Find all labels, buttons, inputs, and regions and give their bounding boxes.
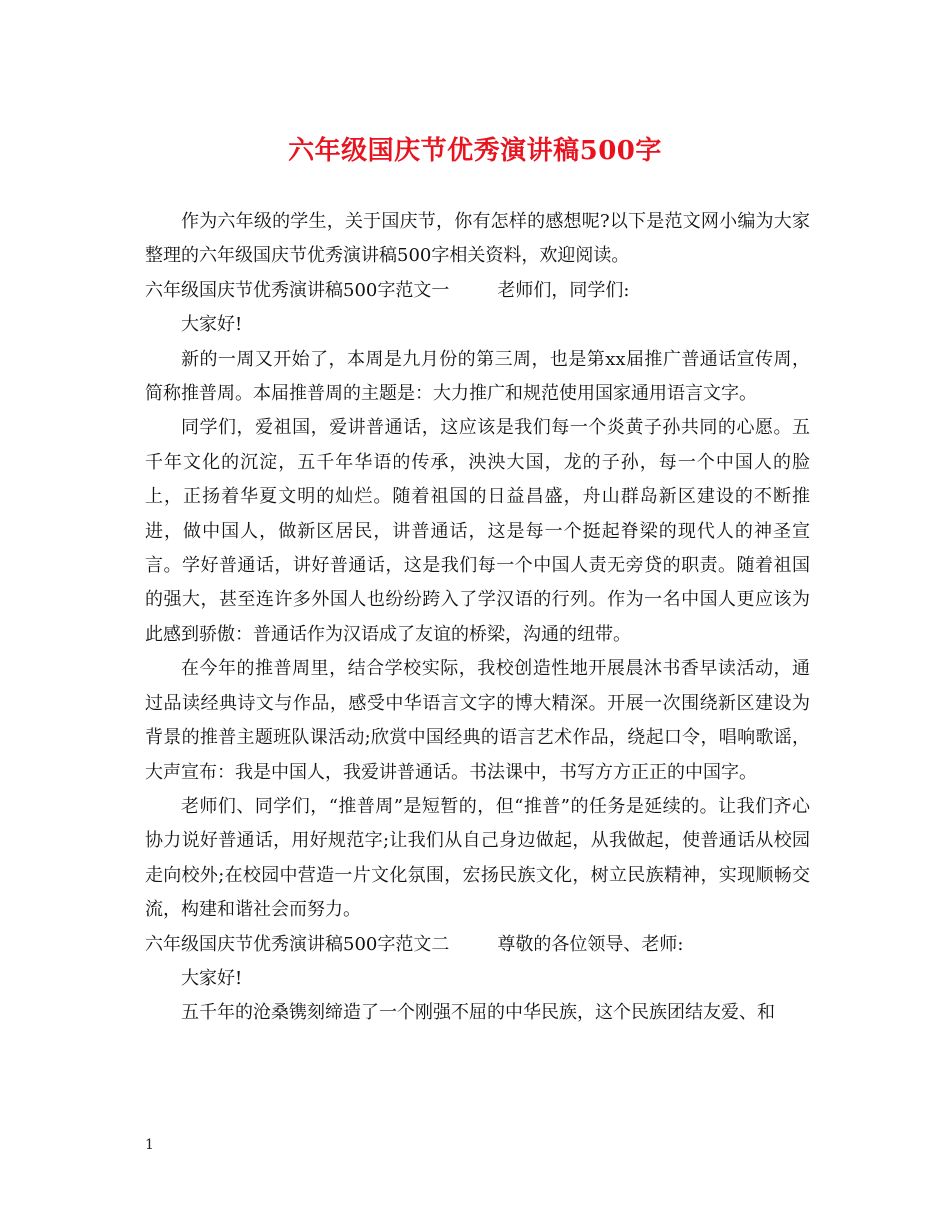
salutation: 老师们，同学们: (497, 279, 630, 301)
page-number: 1 (145, 1137, 154, 1153)
body-paragraph: 五千年的沧桑镌刻缔造了一个刚强不屈的中华民族，这个民族团结友爱、和 (181, 1002, 775, 1024)
essay-heading (145, 928, 810, 962)
body-paragraph: 同学们，爱祖国，爱讲普通话，这应该是我们每一个炎黄子孙共同的心愿。五千年文化的沉淀，五千年华语的传承，泱泱大国，龙的子孙，每一个中国人的脸上，正扬着华夏文明的灿烂。随着祖国的日益昌盛，舟山群岛新区建设的不断推进，做中国人，做新区居民，讲普通话，这是每一个挺起脊梁的现代人的神圣宣言。学好普通话，讲好普通话，这是我们每一个中国人责无旁贷的职责。随着祖国的强大，甚至连许多外国人也纷纷跨入了学汉语的行列。作为一名中国人更应该为此感到骄傲：普通话作为汉语成了友谊的桥梁，沟通的纽带。 (145, 417, 810, 645)
body-paragraph: 老师们、同学们，“推普周”是短暂的，但“推普”的任务是延续的。让我们齐心协力说好普通话，用好规范字;让我们从自己身边做起，从我做起，使普通话从校园走向校外;在校园中营造一片文化氛围，宏扬民族文化，树立民族精神，实现顺畅交流，构建和谐社会而努力。 (145, 795, 810, 921)
document-body (145, 205, 810, 1031)
salutation: 尊敬的各位领导、老师: (497, 933, 684, 955)
greeting: 大家好! (181, 967, 243, 989)
essay-title: 六年级国庆节优秀演讲稿500字范文一 (145, 279, 450, 301)
body-paragraph: 新的一周又开始了，本周是九月份的第三周，也是第xx届推广普通话宣传周，简称推普周。本届推普周的主题是：大力推广和规范使用国家通用语言文字。 (145, 348, 810, 405)
document-title: 六年级国庆节优秀演讲稿500字 (288, 136, 662, 166)
intro-paragraph: 作为六年级的学生，关于国庆节，你有怎样的感想呢?以下是范文网小编为大家整理的六年级国庆节优秀演讲稿500字相关资料，欢迎阅读。 (145, 211, 810, 267)
essay-title: 六年级国庆节优秀演讲稿500字范文二 (145, 933, 450, 955)
body-paragraph: 在今年的推普周里，结合学校实际，我校创造性地开展晨沐书香早读活动，通过品读经典诗文与作品，感受中华语言文字的博大精深。开展一次围绕新区建设为背景的推普主题班队课活动;欣赏中国经典的语言艺术作品，绕起口令，唱响歌谣，大声宣布：我是中国人，我爱讲普通话。书法课中，书写方方正正的中国字。 (145, 658, 810, 783)
greeting: 大家好! (181, 314, 243, 336)
essay-heading (145, 274, 810, 308)
